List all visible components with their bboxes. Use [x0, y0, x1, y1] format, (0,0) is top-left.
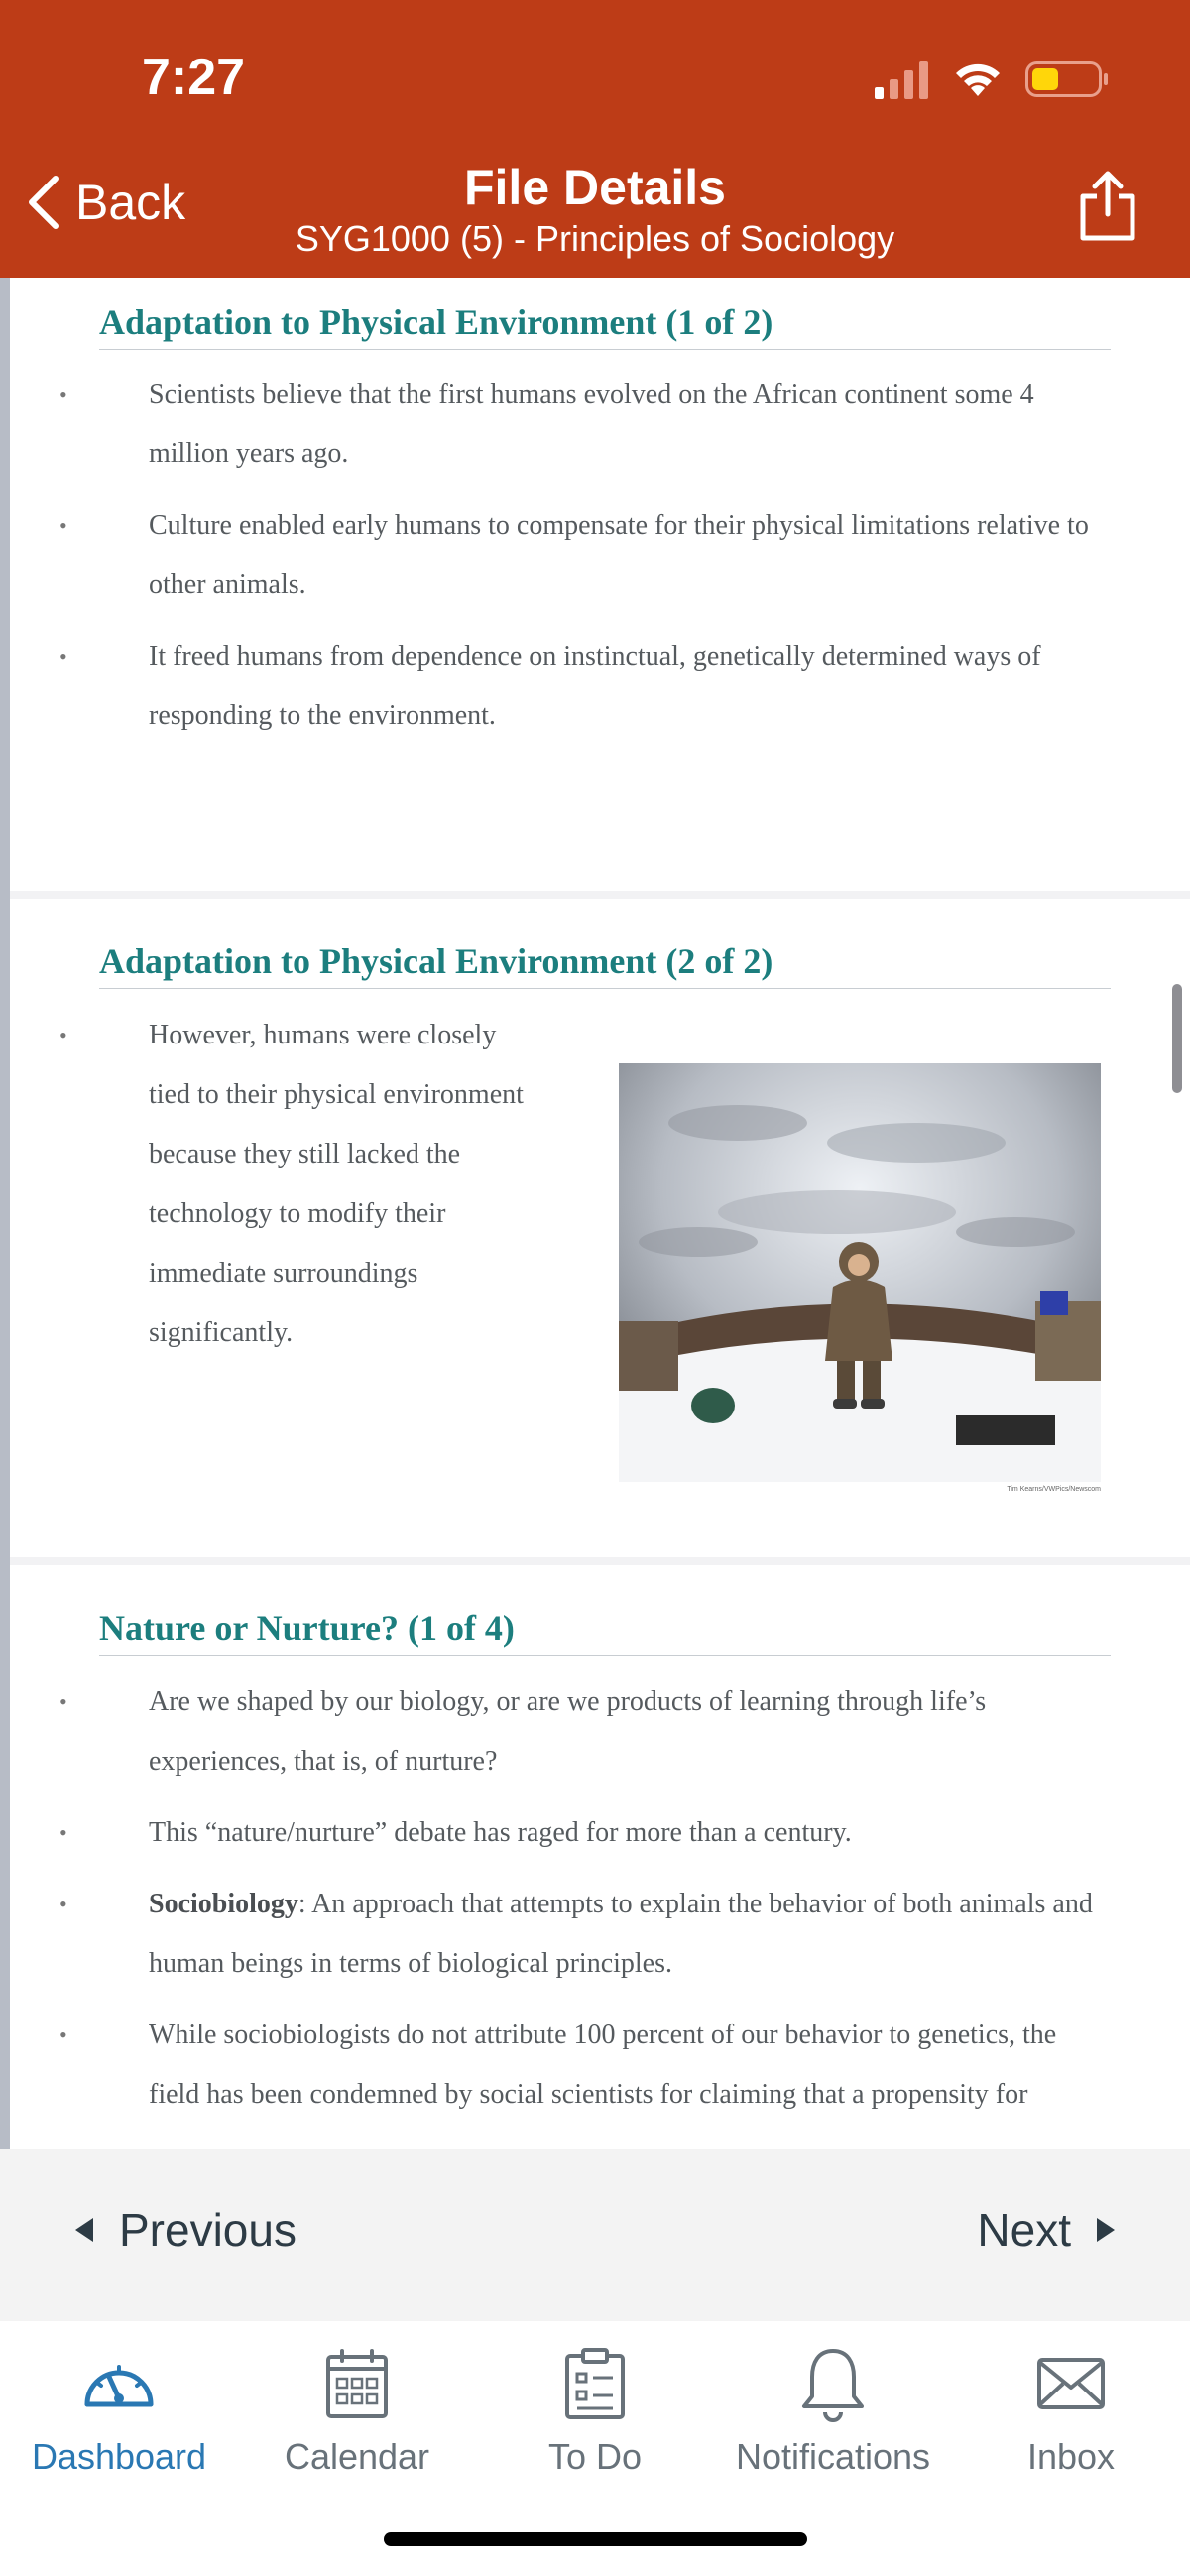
clipboard-icon: [563, 2346, 627, 2421]
bullet-item: • While sociobiologists do not attribute 100 percent of our behavior to genetics, the field has been condemned by social scientists for claiming that a propensity for: [50, 2006, 1111, 2125]
status-time: 7:27: [142, 49, 246, 106]
tab-label: Dashboard: [31, 2436, 207, 2477]
dashboard-icon: [79, 2349, 159, 2418]
tab-label: To Do: [547, 2436, 643, 2477]
status-icons: [875, 55, 1111, 104]
sociobiology-term: Sociobiology: [149, 1889, 298, 1919]
app-header: [0, 0, 1190, 278]
bullet-list: [50, 365, 1111, 758]
caret-right-icon: [1095, 2216, 1117, 2244]
wifi-icon: [952, 60, 1004, 99]
bullet-list: [50, 1006, 526, 1375]
page-rail: [0, 278, 10, 2149]
bullet-item: • Scientists believe that the first humans evolved on the African continent some 4 million years ago.: [50, 365, 1111, 484]
cellular-signal-icon: [875, 60, 930, 99]
page-title: File Details: [464, 160, 726, 215]
title-block: [0, 159, 1190, 262]
tab-dashboard[interactable]: [0, 2339, 238, 2478]
share-icon: [1077, 169, 1138, 244]
next-label: Next: [977, 2204, 1071, 2256]
slide-2: [10, 899, 1190, 1557]
slide-3: [10, 1565, 1190, 2149]
battery-icon: [1025, 60, 1111, 99]
bell-icon: [798, 2345, 868, 2422]
caret-left-icon: [73, 2216, 95, 2244]
slide-1: [10, 278, 1190, 891]
share-button[interactable]: [1077, 169, 1138, 249]
previous-button[interactable]: [73, 2203, 297, 2257]
igloo-photo: [619, 1063, 1101, 1482]
sociobiology-definition: : An approach that attempts to explain the behavior of both animals and human beings in terms of biological principles.: [149, 1889, 1093, 1979]
envelope-icon: [1035, 2356, 1107, 2411]
bullet-list: [50, 1672, 1111, 2137]
tab-label: Inbox: [1026, 2436, 1116, 2477]
bullet-item: [50, 1875, 1111, 1994]
next-button[interactable]: [977, 2203, 1117, 2257]
slide-title: Nature or Nurture? (1 of 4): [99, 1607, 1111, 1656]
previous-label: Previous: [119, 2204, 297, 2256]
scrollbar-thumb[interactable]: [1172, 984, 1182, 1093]
page-subtitle: SYG1000 (5) - Principles of Sociology: [295, 218, 895, 259]
image-credit: Tim Kearns/VWPics/Newscom: [1007, 1486, 1101, 1493]
pager-bar: [0, 2149, 1190, 2321]
back-label: Back: [75, 175, 186, 230]
tab-notifications[interactable]: [714, 2339, 952, 2478]
bullet-item: • Culture enabled early humans to compensate for their physical limitations relative to other animals.: [50, 496, 1111, 615]
slide-title: Adaptation to Physical Environment (2 of 2): [99, 940, 1111, 989]
document-viewer[interactable]: [0, 278, 1190, 2149]
slide-title: Adaptation to Physical Environment (1 of 2): [99, 302, 1111, 350]
tab-label: Calendar: [284, 2436, 430, 2477]
bullet-item: • However, humans were closely tied to their physical environment because they still lacked the technology to modify their immediate surroundings significantly.: [50, 1006, 526, 1363]
tab-todo[interactable]: [476, 2339, 714, 2478]
calendar-icon: [324, 2347, 390, 2420]
tab-label: Notifications: [735, 2436, 931, 2477]
home-indicator[interactable]: [384, 2532, 807, 2546]
tab-inbox[interactable]: [952, 2339, 1190, 2478]
bullet-item: • It freed humans from dependence on instinctual, genetically determined ways of responding to the environment.: [50, 627, 1111, 746]
bullet-item: • Are we shaped by our biology, or are we products of learning through life’s experiences, that is, of nurture?: [50, 1672, 1111, 1791]
bullet-item: • This “nature/nurture” debate has raged for more than a century.: [50, 1803, 1111, 1863]
tab-calendar[interactable]: [238, 2339, 476, 2478]
